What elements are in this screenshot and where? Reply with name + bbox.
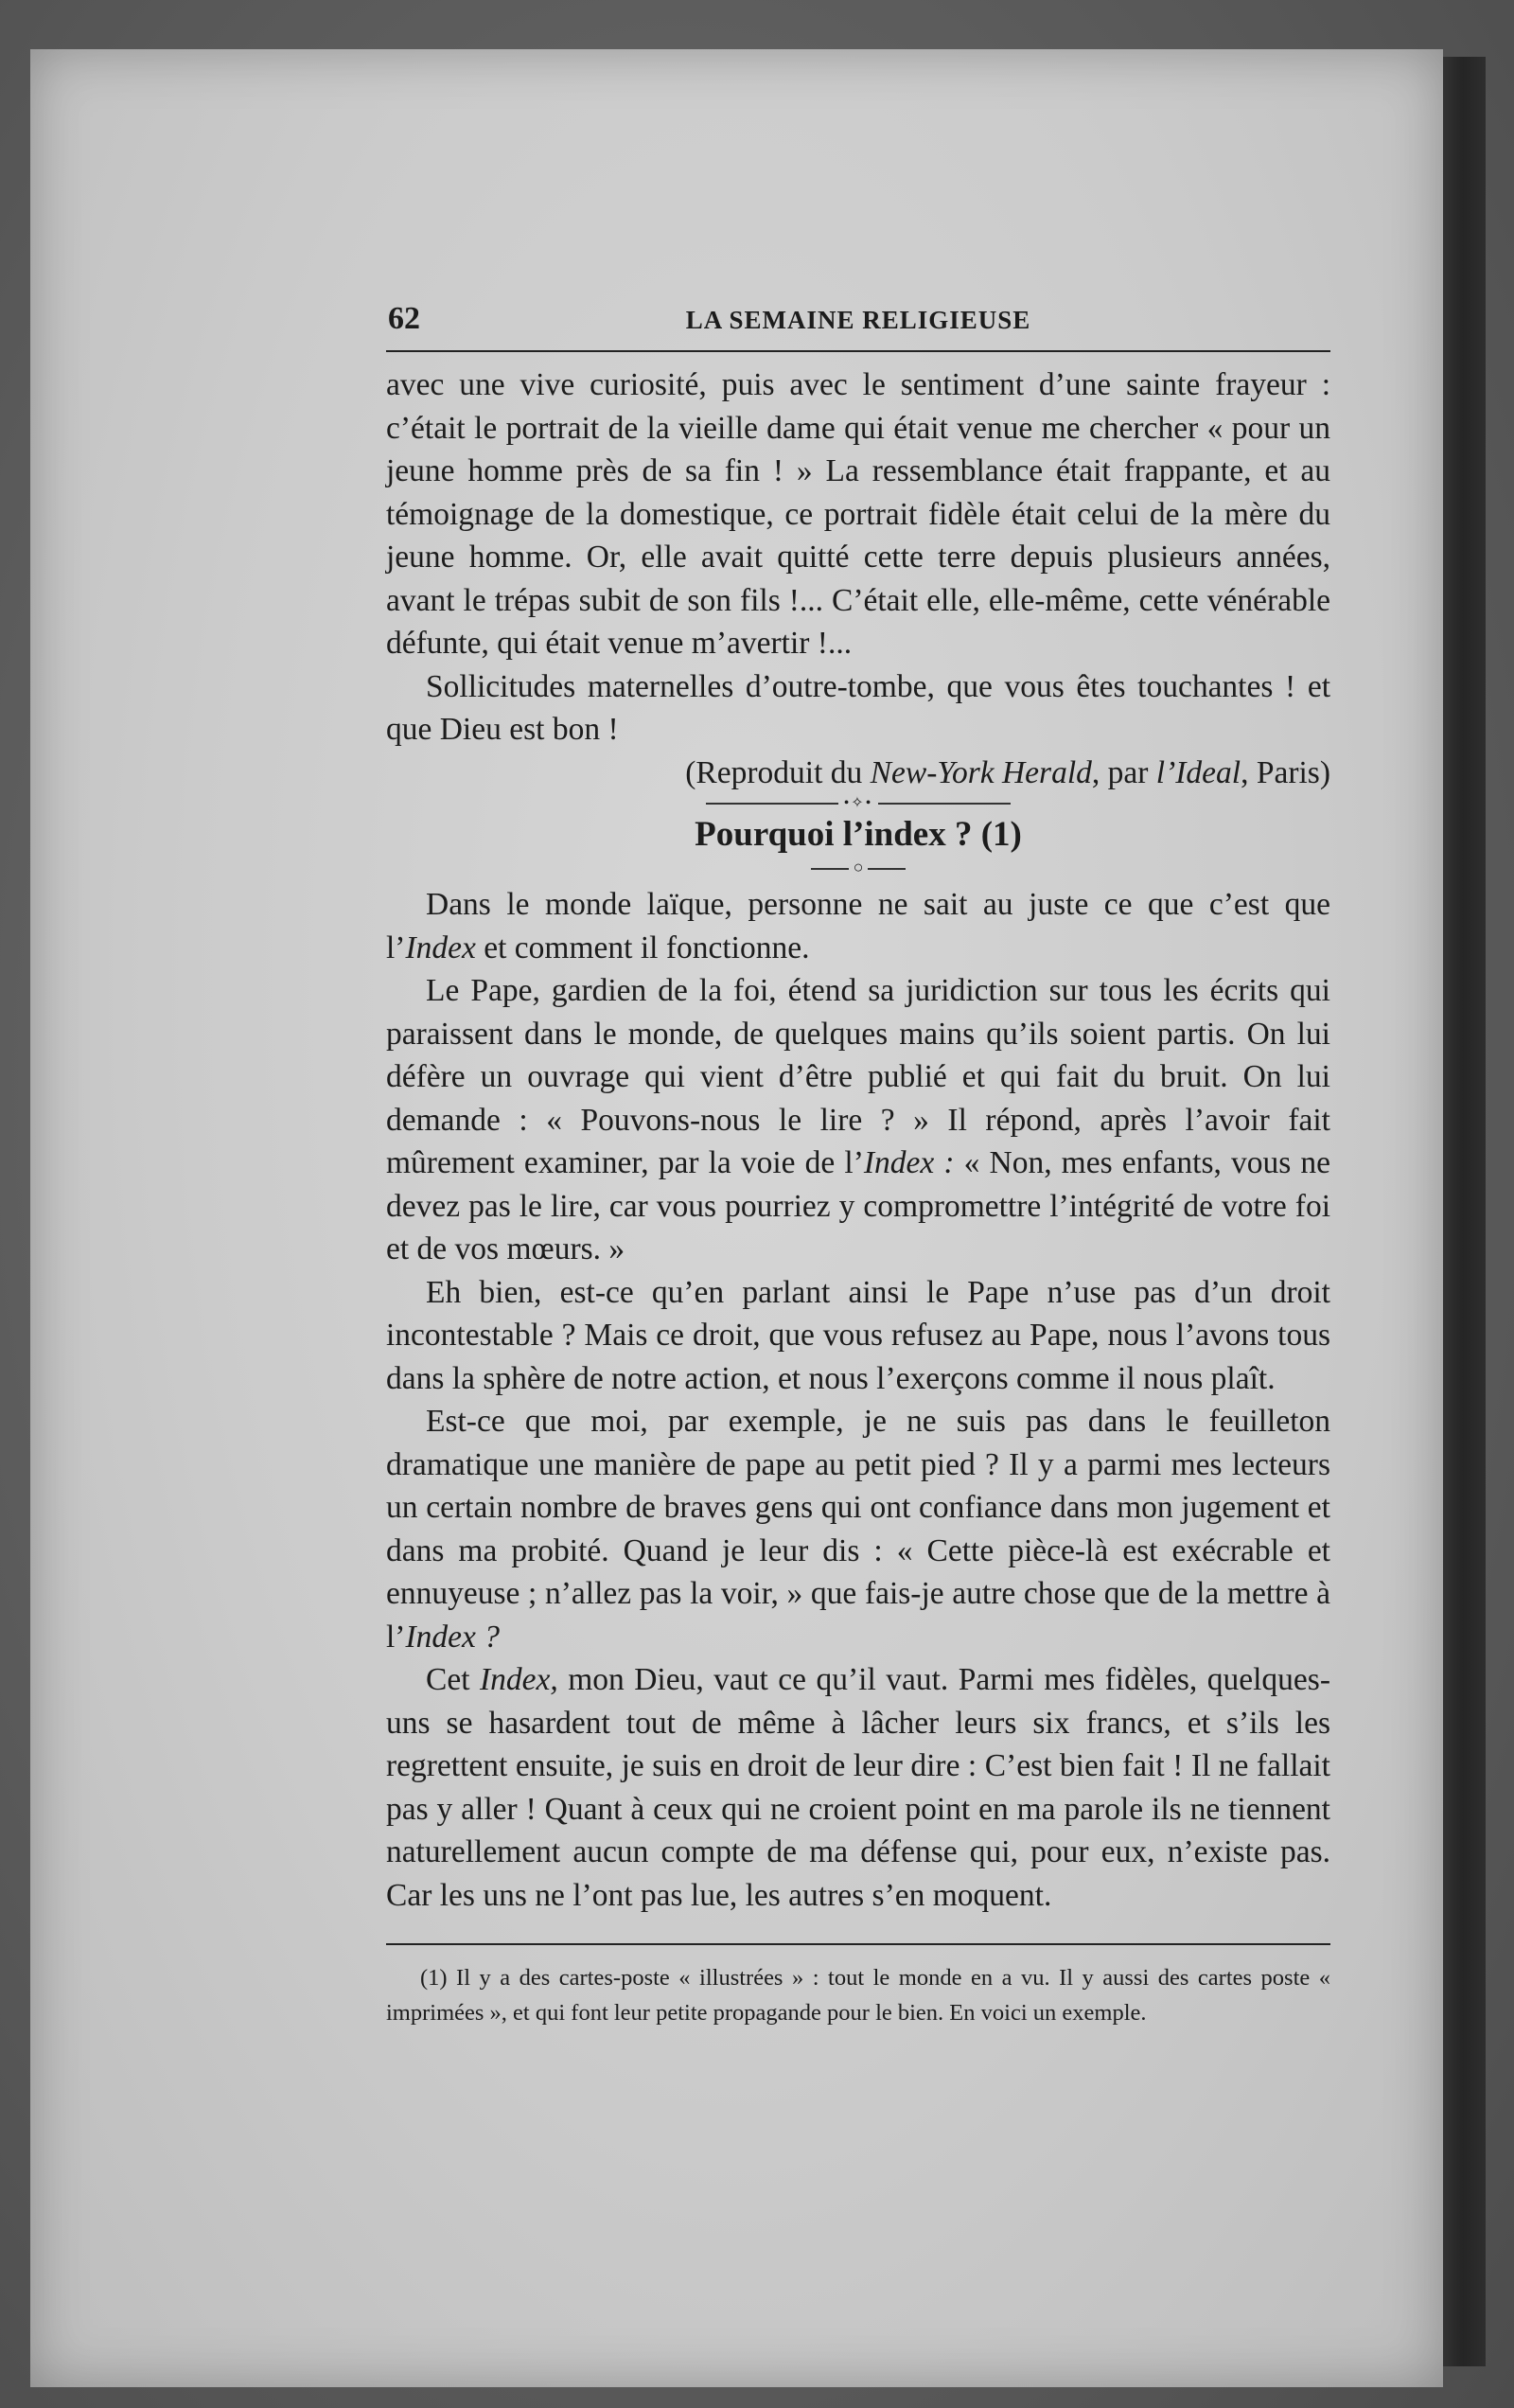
- index-p2-text-a: Le Pape, gardien de la foi, étend sa juridiction sur tous les écrits qui paraissent dans le monde, de quelques mains qu’ils soient partis. On lui défère un ouvrage qui vient d’être publié et qui fait du bruit. On lui demande : « Pouvons-nous le lire ? » Il répond, après l’avoir fait mûrement examiner, par la voie de l’: [386, 973, 1330, 1180]
- article-continuation-paragraph: avec une vive curiosité, puis avec le sentiment d’une sainte frayeur : c’était le portrait de la vieille dame qui était venue me chercher « pour un jeune homme près de sa fin ! » La ressemblance était frappante, et au témoignage de la domestique, ce portrait fidèle était celui de la mère du jeune homme. Or, elle avait quitté cette terre depuis plusieurs années, avant le trépas subit de son fils !... C’était elle, elle-même, cette vénérable défunte, qui était venue m’avertir !...: [386, 367, 1330, 661]
- index-paragraph-4: [386, 1400, 1330, 1658]
- index-paragraph-1: [386, 883, 1330, 969]
- page-number: 62: [388, 301, 420, 336]
- source-suffix: , Paris): [1241, 754, 1330, 790]
- index-p4-text-a: Est-ce que moi, par exemple, je ne suis pas dans le feuilleton dramatique une manière de pape au petit pied ? Il y a parmi mes lecteurs un certain nombre de braves gens qui ont confiance dans mon jugement et dans ma probité. Quand je leur dis : « Cette pièce-là est exécrable et ennuyeuse ; n’allez pas la voir, » que fais-je autre chose que de la mettre à l’: [386, 1404, 1330, 1655]
- index-p4-italic: Index ?: [405, 1619, 500, 1655]
- page-content: [386, 301, 1330, 2054]
- footnote-rule: [386, 1943, 1330, 1945]
- index-paragraph-2: [386, 969, 1330, 1271]
- index-p2-text-b: « Non, mes enfants, vous ne devez pas le lire, car vous pourriez y compromettre l’intégrité de votre foi et de vos mœurs. »: [386, 1145, 1330, 1266]
- ornament-glyph: •✧•: [843, 795, 873, 811]
- source-newspaper: New-York Herald: [870, 754, 1092, 790]
- ornament-rule-left: [706, 803, 838, 805]
- title-ornament-circle: ○: [853, 858, 864, 876]
- index-p5-text-b: mon Dieu, vaut ce qu’il vaut. Parmi mes fidèles, quelques-uns se hasardent tout de même à lâcher leurs six francs, et s’ils les regrettent ensuite, je suis en droit de leur dire : C’est bien fait ! Il ne fallait pas y aller ! Quant à ceux qui ne croient point en ma parole ils ne tiennent naturellement aucun compte de ma défense qui, pour eux, n’existe pas. Car les uns ne l’ont pas lue, les autres s’en moquent.: [386, 1662, 1330, 1913]
- section-divider-ornament: [386, 796, 1330, 811]
- title-underline-ornament: [386, 859, 1330, 876]
- index-p1-text-b: et comment il fonctionne.: [475, 930, 810, 965]
- index-paragraph-3: Eh bien, est-ce qu’en parlant ainsi le Pape n’use pas d’un droit incontestable ? Mais ce droit, que vous refusez au Pape, nous l’avons tous dans la sphère de notre action, et nous l’exerçons comme il nous plaît.: [386, 1274, 1330, 1396]
- index-p2-italic: Index :: [863, 1145, 955, 1180]
- title-rule-left: [811, 868, 849, 870]
- source-mid: , par: [1091, 754, 1156, 790]
- running-title: LA SEMAINE RELIGIEUSE: [685, 306, 1031, 334]
- ornament-rule-right: [878, 803, 1011, 805]
- article-closing-paragraph: Sollicitudes maternelles d’outre-tombe, que vous êtes touchantes ! et que Dieu est bon !: [386, 668, 1330, 747]
- source-magazine: l’Ideal: [1155, 754, 1241, 790]
- title-rule-right: [868, 868, 906, 870]
- index-p1-italic: Index: [405, 930, 476, 965]
- footnote: (1) Il y a des cartes-poste « illustrées » : tout le monde en a vu. Il y aussi des cartes poste « imprimées », et qui font leur petite propagande pour le bien. En voici un exemple.: [386, 1965, 1330, 2026]
- page-header: [386, 301, 1330, 352]
- index-p5-text-a: Cet: [426, 1662, 480, 1697]
- section-title: Pourquoi l’index ? (1): [695, 815, 1022, 854]
- source-prefix: (Reproduit du: [685, 754, 871, 790]
- article-source-line: [386, 752, 1330, 795]
- index-p5-italic: Index,: [479, 1662, 558, 1697]
- page-body: [386, 363, 1330, 1917]
- index-paragraph-5: [386, 1658, 1330, 1917]
- index-p1-text-a: Dans le monde laïque, personne ne sait au juste ce que c’est que l’: [386, 887, 1330, 965]
